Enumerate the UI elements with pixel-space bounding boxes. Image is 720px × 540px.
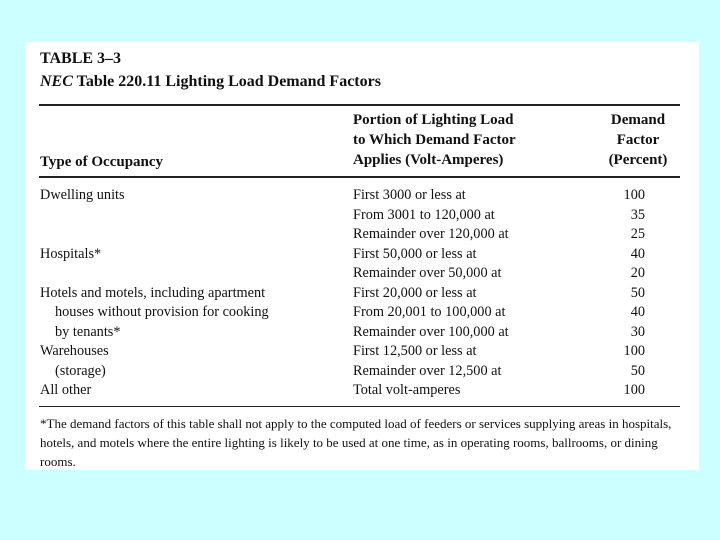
header-demand-factor [593, 110, 683, 170]
top-rule [39, 104, 680, 106]
portion-cell: From 3001 to 120,000 at [353, 206, 495, 223]
table-label: TABLE 3–3 [40, 50, 122, 67]
header-rule [39, 176, 680, 178]
portion-cell: First 20,000 or less at [353, 284, 477, 301]
type-cell: All other [40, 382, 92, 398]
type-cell [40, 264, 330, 284]
portion-cell: First 12,500 or less at [353, 343, 477, 359]
portion-cell: Remainder over 12,500 at [353, 362, 502, 379]
type-cell: houses without provision for cooking [55, 304, 269, 320]
factor-cell: 50 [630, 362, 645, 379]
factor-cell: 100 [623, 343, 645, 359]
header-demand-line: Factor [616, 132, 660, 148]
table-title-rest: Table 220.11 Lighting Load Demand Factors [72, 73, 381, 90]
portion-cell: Remainder over 120,000 at [353, 226, 509, 242]
factor-cell: 100 [623, 382, 645, 398]
type-cell: Dwelling units [40, 187, 125, 203]
table-image [25, 42, 699, 470]
portion-column [353, 186, 583, 401]
header-demand-line: Demand [610, 112, 666, 128]
type-cell: by tenants* [55, 323, 121, 340]
factor-cell: 20 [630, 265, 645, 281]
header-demand-line: (Percent) [608, 152, 668, 168]
portion-cell: First 3000 or less at [353, 187, 466, 203]
table-title-nec: NEC [40, 73, 73, 90]
factor-cell: 25 [630, 226, 645, 242]
header-type-of-occupancy: Type of Occupancy [40, 154, 164, 170]
factor-cell: 40 [630, 304, 645, 320]
type-cell [40, 206, 330, 226]
type-cell: Warehouses [40, 343, 109, 359]
factor-cell: 50 [630, 284, 645, 301]
type-cell: (storage) [55, 362, 106, 379]
factor-column [603, 186, 645, 401]
type-cell: Hospitals* [40, 245, 102, 262]
factor-cell: 30 [630, 323, 645, 340]
header-portion-line: Portion of Lighting Load [353, 112, 514, 128]
type-column [40, 186, 330, 401]
bottom-rule [39, 406, 680, 407]
type-cell [40, 225, 330, 245]
type-cell: Hotels and motels, including apartment [40, 284, 266, 301]
factor-cell: 35 [630, 206, 645, 223]
portion-cell: From 20,001 to 100,000 at [353, 304, 506, 320]
header-portion-line: to Which Demand Factor [353, 132, 516, 148]
portion-cell: Remainder over 100,000 at [353, 323, 509, 340]
header-portion [353, 110, 573, 170]
portion-cell: First 50,000 or less at [353, 245, 477, 262]
factor-cell: 40 [630, 245, 645, 262]
portion-cell: Remainder over 50,000 at [353, 265, 502, 281]
footnote: *The demand factors of this table shall not apply to the computed load of feeders or services supplying areas in hospitals, hotels, and motels where the entire lighting is likely to be used at one time, as in operating rooms, ballrooms, or dining rooms. [40, 416, 672, 469]
header-portion-line: Applies (Volt-Amperes) [353, 152, 504, 168]
table-title [40, 73, 381, 91]
factor-cell: 100 [623, 187, 645, 203]
portion-cell: Total volt-amperes [353, 382, 461, 398]
